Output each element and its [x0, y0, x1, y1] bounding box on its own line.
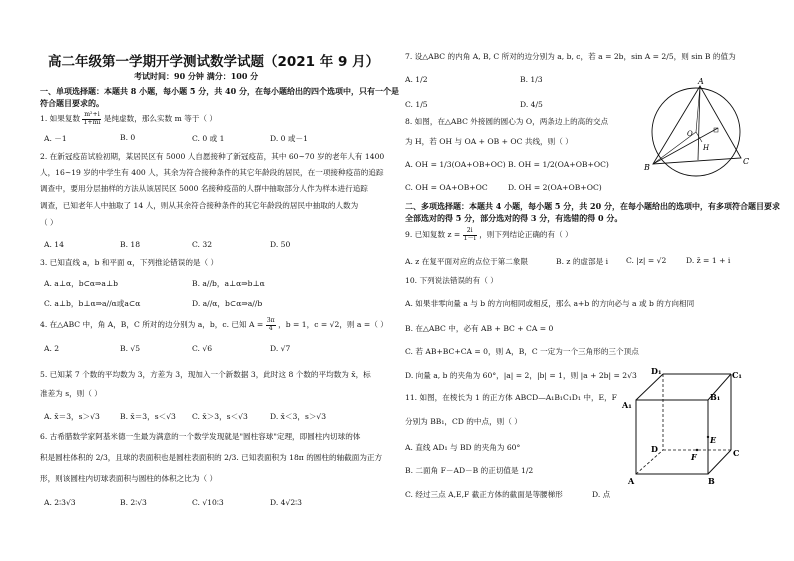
q10-option-a[interactable]: A. 如果非零向量 a 与 b 的方向相同或相反，那么 a+b 的方向必与 a 或 b 的方向相同 — [405, 299, 695, 308]
page-title: 高二年级第一学期开学测试数学试题（2021 年 9 月） — [48, 54, 380, 70]
question-2-line3: 调查中，要用分层抽样的方法从该居民区 5000 名接种疫苗的人群中抽取部分人作为样本进行追踪 — [40, 184, 368, 193]
q1-option-c[interactable]: C. 0 或 1 — [192, 134, 225, 143]
fraction: $\frac{3\pi}{4}$ — [266, 317, 275, 332]
question-5-line1: 5. 已知某 7 个数的平均数为 3，方差为 3，现加入一个新数据 3，此时这 8 个数的平均数为 x̄，标 — [40, 370, 371, 379]
q1-option-a[interactable]: A. －1 — [44, 134, 67, 143]
label-o: O — [687, 130, 693, 138]
question-2-line5: （ ） — [40, 218, 58, 227]
circumcircle-figure — [640, 76, 758, 180]
question-9: 9. 已知复数 z = $\frac{2i}{1-i}$ ，则下列结论正确的有（ ） — [405, 227, 573, 242]
q3-option-c[interactable]: C. a⊥b，b⊥α⇒a//α或a⊂α — [44, 299, 141, 308]
q9-option-d[interactable]: D. z̄ = 1 + i — [686, 256, 731, 265]
q7-option-a[interactable]: A. 1/2 — [405, 75, 428, 84]
q9-option-c[interactable]: C. |z| = √2 — [626, 256, 667, 265]
q10-option-d[interactable]: D. 向量 a, b 的夹角为 60°，|a| = 2，|b| = 1，则 |a + 2b| = 2√3 — [405, 371, 637, 380]
section-multi-choice-line2: 全部选对的得 5 分，部分选对的得 3 分，有选错的得 0 分。 — [405, 213, 623, 223]
q5-option-a[interactable]: A. x̄＝3，s＞√3 — [44, 412, 100, 421]
label-b1: B₁ — [710, 392, 721, 402]
question-6-line3: 形，则该圆柱内切球表面积与圆柱的体积之比为（ ） — [40, 474, 218, 483]
question-3: 3. 已知直线 a，b 和平面 α，下列推论错误的是（ ） — [40, 258, 219, 267]
q10-option-c[interactable]: C. 若 AB+BC+CA = 0，则 A，B，C 一定为一个三角形的三个顶点 — [405, 347, 639, 356]
q4-option-a[interactable]: A. 2 — [44, 344, 60, 353]
q5-option-b[interactable]: B. x̄＝3，s＜√3 — [120, 412, 176, 421]
label-c: C — [733, 448, 740, 458]
question-4: 4. 在△ABC 中，角 A，B，C 所对的边分别为 a，b，c. 已知 A = $\frac{3\pi}{4}$ ，b = 1，c = √2，则 a =（ ） — [40, 317, 388, 332]
question-1: 1. 如果复数 $\frac{\text{m²+i}}{1+mi}$ 是纯虚数，那么实数 m 等于（ ） — [40, 111, 218, 126]
q8-option-b[interactable]: B. OH = 1/2(OA+OB+OC) — [508, 160, 609, 169]
exam-info: 考试时间：90 分钟 满分：100 分 — [134, 71, 259, 81]
hidden-edge-a-d — [636, 450, 663, 474]
label-c1: C₁ — [732, 370, 742, 380]
label-e: E — [710, 435, 717, 445]
label-a: A — [698, 77, 704, 86]
q9-option-a[interactable]: A. z 在复平面对应的点位于第二象限 — [405, 257, 529, 266]
q2-option-a[interactable]: A. 14 — [44, 240, 64, 249]
q4-option-c[interactable]: C. √6 — [192, 344, 213, 353]
label-b: B — [644, 163, 650, 172]
triangle-abc — [653, 86, 741, 164]
q8-option-a[interactable]: A. OH = 1/3(OA+OB+OC) — [405, 160, 506, 169]
label-a: A — [628, 476, 635, 486]
q6-option-c[interactable]: C. √10∶3 — [192, 498, 224, 507]
q3-option-d[interactable]: D. a//α，b⊂α⇒a//b — [192, 299, 263, 308]
question-8-line2: 为 H，若 OH 与 OA + OB + OC 共线，则（ ） — [405, 137, 573, 146]
label-b: B — [708, 476, 715, 486]
label-h: H — [703, 144, 710, 152]
q7-option-b[interactable]: B. 1/3 — [520, 75, 543, 84]
point-e — [707, 436, 709, 438]
q8-option-d[interactable]: D. OH = 2(OA+OB+OC) — [508, 183, 602, 192]
question-7: 7. 设△ABC 的内角 A, B, C 所对的边分别为 a, b, c，若 a = 2b，sin A = 2/5，则 sin B 的值为 — [405, 52, 736, 61]
question-5-line2: 准差为 s，则（ ） — [40, 389, 102, 398]
q7-option-d[interactable]: D. 4/5 — [520, 100, 543, 109]
fraction: $\frac{\text{m²+i}}{1+mi}$ — [83, 111, 101, 126]
cube-front-face — [636, 400, 708, 474]
edge-b-c — [708, 450, 731, 474]
label-a1: A₁ — [622, 400, 632, 410]
q11-option-d[interactable]: D. 点 — [592, 490, 611, 499]
q10-option-b[interactable]: B. 在△ABC 中，必有 AB + BC + CA = 0 — [405, 324, 554, 333]
label-c: C — [743, 157, 750, 166]
q2-option-c[interactable]: C. 32 — [192, 240, 213, 249]
q6-option-a[interactable]: A. 2∶3√3 — [44, 498, 76, 507]
q2-option-b[interactable]: B. 18 — [120, 240, 141, 249]
edge-a1-d1 — [636, 374, 663, 400]
section-single-choice-line2: 符合题目要求的。 — [40, 98, 104, 108]
section-multi-choice-line1: 二、多项选择题：本题共 4 小题，每小题 5 分，共 20 分，在每小题给出的选项中，有多项符合题目要求 — [405, 201, 780, 211]
q2-option-d[interactable]: D. 50 — [270, 240, 291, 249]
q1-option-b[interactable]: B. 0 — [120, 133, 136, 142]
q5-option-d[interactable]: D. x̄＜3，s＞√3 — [270, 412, 327, 421]
question-8-line1: 8. 如图，在△ABC 外接圆的圆心为 O，两条边上的高的交点 — [405, 117, 609, 126]
q6-option-b[interactable]: B. 2∶√3 — [120, 498, 147, 507]
label-d1: D₁ — [651, 366, 662, 376]
q5-option-c[interactable]: C. x̄＞3，s＜√3 — [192, 412, 248, 421]
q11-option-a[interactable]: A. 直线 AD₁ 与 BD 的夹角为 60° — [405, 443, 521, 452]
section-single-choice-line1: 一、单项选择题：本题共 8 小题，每小题 5 分，共 40 分，在每小题给出的四个选项中，只有一个是 — [40, 86, 399, 96]
q4-option-d[interactable]: D. √7 — [270, 344, 291, 353]
q9-option-b[interactable]: B. z 的虚部是 i — [556, 257, 609, 266]
cube-figure — [618, 362, 748, 486]
question-6-line1: 6. 古希腊数学家阿基米德一生最为满意的一个数学发现就是"圆柱容球"定理，即圆柱内切球的体 — [40, 432, 361, 441]
q7-option-c[interactable]: C. 1/5 — [405, 100, 428, 109]
label-d: D — [651, 444, 658, 454]
question-2-line2: 人，16~19 岁的中学生有 400 人，其余为符合接种条件的其它年龄段的居民，在一项接种疫苗的追踪 — [40, 168, 384, 177]
q11-option-c[interactable]: C. 经过三点 A,E,F 截正方体的截面是等腰梯形 — [405, 490, 563, 499]
question-2-line4: 调查，已知老年人中抽取了 14 人，则从其余符合接种条件的其它年龄段的居民中抽取的人数为 — [40, 201, 359, 210]
question-2-line1: 2. 在新冠疫苗试验初期，某居民区有 5000 人自愿接种了新冠疫苗，其中 60~70 岁的老年人有 1400 — [40, 152, 385, 161]
label-f: F — [691, 452, 697, 462]
q3-option-a[interactable]: A. a⊥α，b⊂α⇒a⊥b — [44, 279, 118, 288]
question-6-line2: 积是圆柱体积的 2/3，且球的表面积也是圆柱表面积的 2/3. 已知表面积为 18π 的圆柱的轴截面为正方 — [40, 453, 383, 462]
question-11-line1: 11. 如图，在棱长为 1 的正方体 ABCD—A₁B₁C₁D₁ 中，E，F — [405, 393, 617, 402]
question-10: 10. 下列说法错误的有（ ） — [405, 276, 498, 285]
q11-option-b[interactable]: B. 二面角 F－AD－B 的正切值是 1/2 — [405, 466, 534, 475]
q8-option-c[interactable]: C. OH = OA+OB+OC — [405, 183, 488, 192]
q3-option-b[interactable]: B. a//b，a⊥α⇒b⊥α — [192, 279, 265, 288]
q1-option-d[interactable]: D. 0 或－1 — [270, 134, 308, 143]
fraction: $\frac{2i}{1-i}$ — [463, 227, 476, 242]
question-11-line2: 分别为 BB₁，CD 的中点，则（ ） — [405, 417, 522, 426]
q4-option-b[interactable]: B. √5 — [120, 344, 141, 353]
q6-option-d[interactable]: D. 4√2∶3 — [270, 498, 302, 507]
point-f — [696, 449, 698, 451]
